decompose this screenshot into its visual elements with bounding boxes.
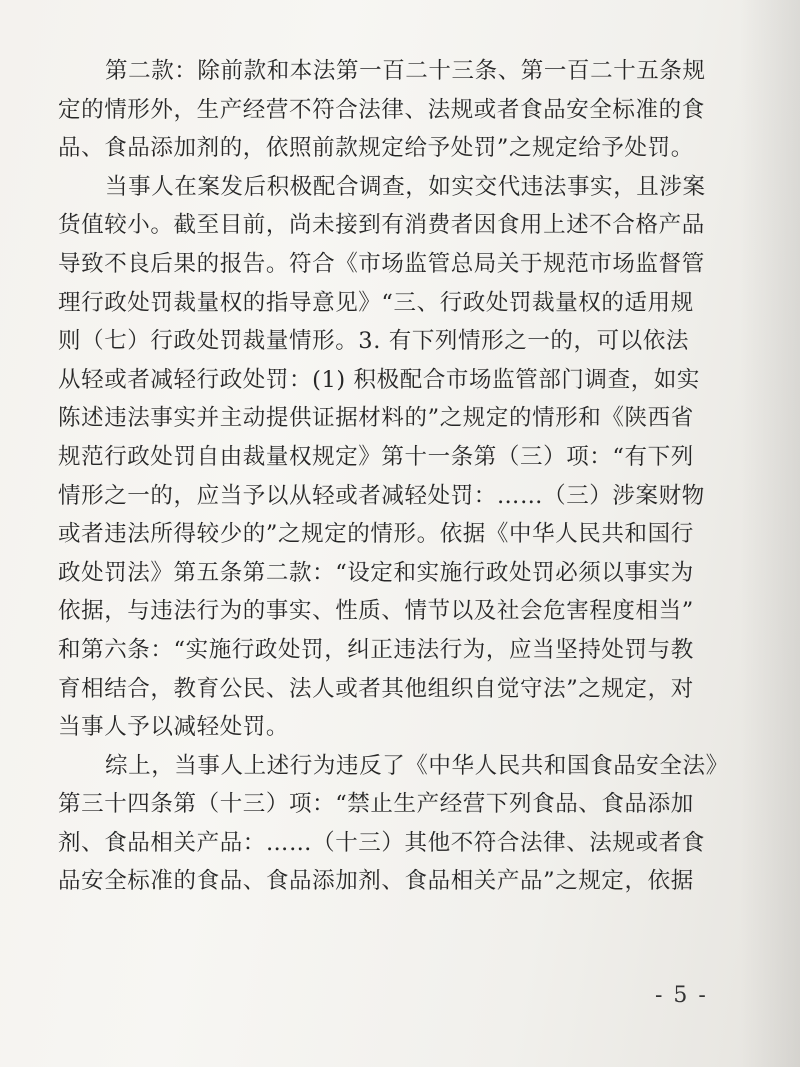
text-line: 则（七）行政处罚裁量情形。3. 有下列情形之一的，可以依法 [58,328,690,355]
text-line: 第二款：除前款和本法第一百二十三条、第一百二十五条规 [105,58,706,84]
text-line: 陈述违法事实并主动提供证据材料的”之规定的情形和《陕西省 [58,405,694,432]
text-line: 货值较小。截至目前，尚未接到有消费者因食用上述不合格产品 [58,212,705,239]
document-body [58,52,736,901]
text-line: 综上，当事人上述行为违反了《中华人民共和国食品安全法》 [105,752,729,779]
text-line: 剂、食品相关产品：……（十三）其他不符合法律、法规或者食 [58,829,705,856]
text-line: 当事人予以减轻处罚。 [58,714,290,741]
page-shadow [740,0,800,1067]
text-line: 和第六条：“实施行政处罚，纠正违法行为，应当坚持处罚与教 [58,636,694,663]
text-line: 情形之一的，应当予以从轻或者减轻处罚：……（三）涉案财物 [58,482,705,509]
text-line: 品安全标准的食品、食品添加剂、食品相关产品”之规定，依据 [58,868,694,895]
text-line: 导致不良后果的报告。符合《市场监管总局关于规范市场监督管 [58,250,705,277]
text-line: 当事人在案发后积极配合调查，如实交代违法事实，且涉案 [105,173,706,200]
text-line: 育相结合，教育公民、法人或者其他组织自觉守法”之规定，对 [58,675,694,702]
text-line: 定的情形外，生产经营不符合法律、法规或者食品安全标准的食 [58,96,705,123]
text-line: 从轻或者减轻行政处罚：(1) 积极配合市场监管部门调查，如实 [58,366,701,393]
text-line: 第三十四条第（十三）项：“禁止生产经营下列食品、食品添加 [58,791,694,818]
text-line: 理行政处罚裁量权的指导意见》“三、行政处罚裁量权的适用规 [58,289,694,316]
page-number: - 5 - [655,983,708,1008]
text-line: 政处罚法》第五条第二款：“设定和实施行政处罚必须以事实为 [58,559,694,586]
text-line: 或者违法所得较少的”之规定的情形。依据《中华人民共和国行 [58,521,694,548]
text-line: 品、食品添加剂的，依照前款规定给予处罚”之规定给予处罚。 [58,135,694,162]
text-line: 依据，与违法行为的事实、性质、情节以及社会危害程度相当” [58,598,694,625]
text-line: 规范行政处罚自由裁量权规定》第十一条第（三）项：“有下列 [58,443,694,470]
